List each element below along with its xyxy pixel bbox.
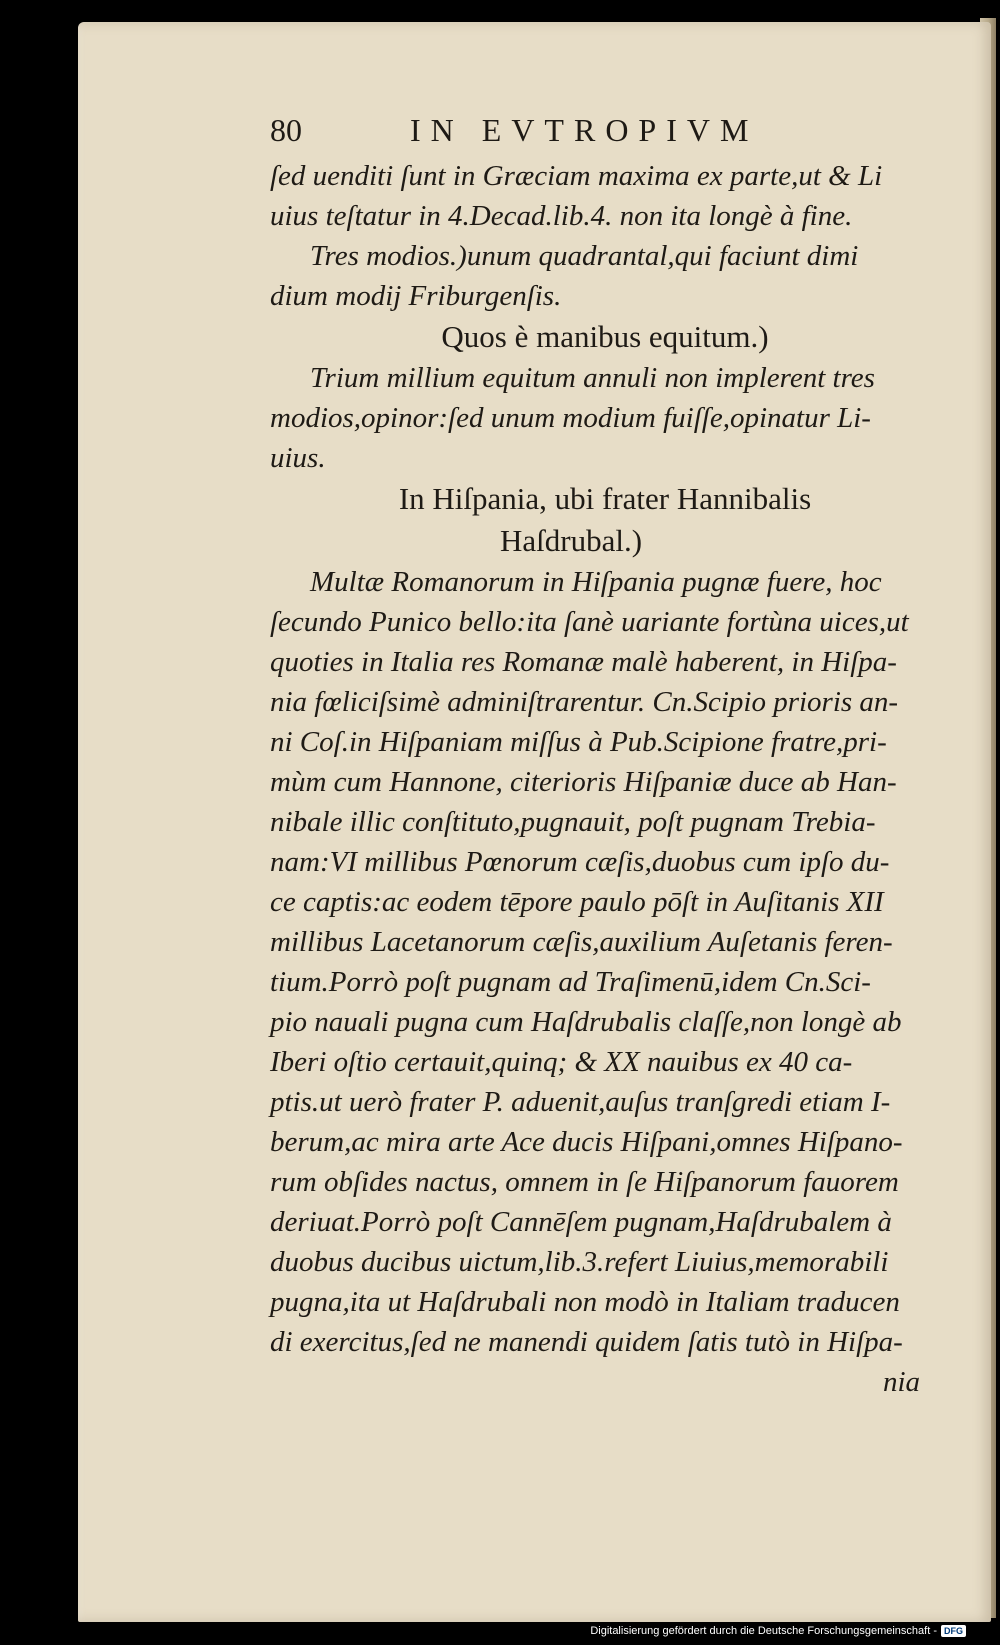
text-line: ptis.ut uerò frater P. aduenit,auſus tranſgredi etiam I- <box>270 1086 891 1118</box>
section-heading: Haſdrubal.) <box>500 523 643 558</box>
page-text <box>270 112 940 1402</box>
section-heading: In Hiſpania, ubi frater Hannibalis <box>398 481 812 516</box>
dfg-logo-icon: DFG <box>941 1625 966 1637</box>
lemma-line: Tres modios.)unum quadrantal,qui faciunt dimi <box>310 240 859 272</box>
text-line: ni Coſ.in Hiſpaniam miſſus à Pub.Scipione fratre,pri- <box>270 726 887 758</box>
text-line: duobus ducibus uictum,lib.3.refert Liuius,memorabili <box>270 1246 889 1278</box>
text-line: deriuat.Porrò poſt Cannēſem pugnam,Haſdrubalem à <box>270 1206 892 1238</box>
text-line: rum obſides nactus, omnem in ſe Hiſpanorum fauorem <box>270 1166 899 1198</box>
text-line: ſecundo Punico bello:ita ſanè uariante fortùna uices,ut <box>270 606 909 638</box>
text-line: uius teſtatur in 4.Decad.lib.4. non ita longè à fine. <box>270 200 853 232</box>
text-line: Multæ Romanorum in Hiſpania pugnæ fuere, hoc <box>310 566 882 598</box>
catchword: nia <box>882 1366 920 1398</box>
text-line: dium modij Friburgenſis. <box>270 280 562 312</box>
text-line: nibale illic conſtituto,pugnauit, poſt pugnam Trebia- <box>270 806 876 838</box>
text-line: Trium millium equitum annuli non implerent tres <box>310 362 875 394</box>
text-line: millibus Lacetanorum cæſis,auxilium Auſetanis feren- <box>270 926 893 958</box>
text-line: Iberi oſtio certauit,quinq; & XX nauibus ex 40 ca- <box>270 1046 853 1078</box>
text-line: pio nauali pugna cum Haſdrubalis claſſe,non longè ab <box>270 1006 902 1038</box>
text-line: di exercitus,ſed ne manendi quidem ſatis tutò in Hiſpa- <box>270 1326 903 1358</box>
text-line: modios,opinor:ſed unum modium fuiſſe,opinatur Li- <box>270 402 871 434</box>
text-line: mùm cum Hannone, citerioris Hiſpaniæ duce ab Han- <box>270 766 897 798</box>
text-line: ce captis:ac eodem tēpore paulo pōſt in Auſitanis XII <box>270 886 884 918</box>
footer-text: Digitalisierung gefördert durch die Deutsche Forschungsgemeinschaft - <box>590 1625 937 1637</box>
folio-number: 80 <box>270 112 302 148</box>
page-header <box>270 112 940 156</box>
section-heading: Quos è manibus equitum.) <box>441 319 769 354</box>
running-title: IN EVTROPIVM <box>410 112 759 148</box>
text-line: tium.Porrò poſt pugnam ad Traſimenū,idem Cn.Sci- <box>270 966 871 998</box>
text-line: nia fœliciſsimè adminiſtrarentur. Cn.Scipio prioris an- <box>270 686 899 718</box>
text-line: berum,ac mira arte Ace ducis Hiſpani,omnes Hiſpano- <box>270 1126 903 1158</box>
text-line: quoties in Italia res Romanæ malè haberent, in Hiſpa- <box>270 646 897 678</box>
text-line: ſed uenditi ſunt in Græciam maxima ex parte,ut & Li <box>270 160 883 192</box>
text-line: pugna,ita ut Haſdrubali non modò in Italiam traducen <box>270 1286 900 1318</box>
funding-footer <box>590 1625 966 1637</box>
text-line: nam:VI millibus Pœnorum cæſis,duobus cum ipſo du- <box>270 846 890 878</box>
text-line: uius. <box>270 442 326 474</box>
